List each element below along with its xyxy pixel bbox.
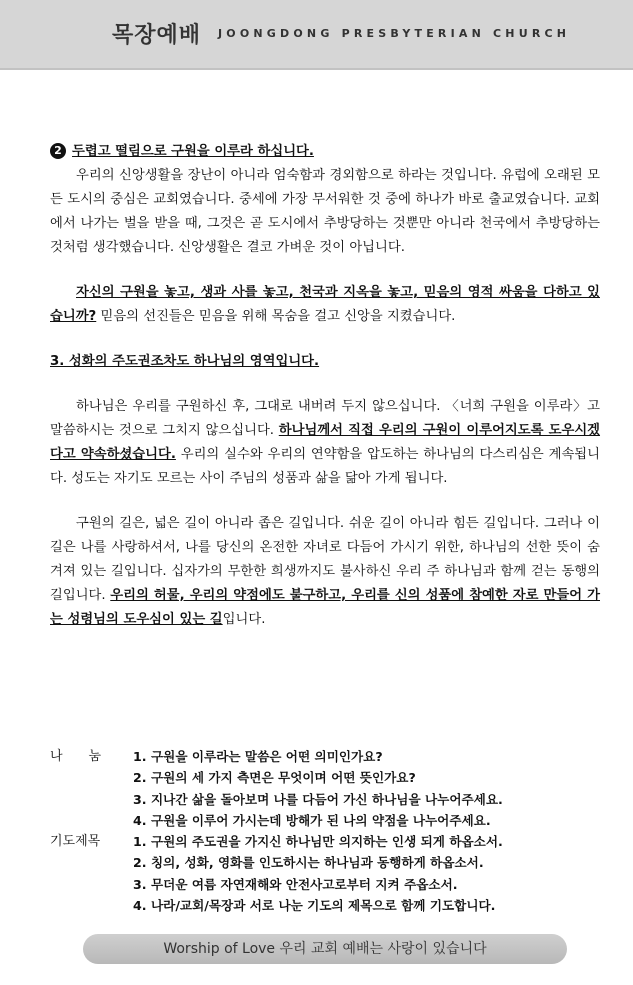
prayer-label: 기도제목 [50, 834, 101, 849]
section2-paragraph-1: 우리의 신앙생활을 장난이 아니라 엄숙함과 경외함으로 하라는 것입니다. 유럽에 오래된 모든 도시의 중심은 교회였습니다. 중세에 가장 무서워한 것 중에 하나가 바로 출교였습니다. 교회에서 나가는 벌을 받을 때, 그것은 곧 도시에서 추방당하는 것뿐만 아니라 천국에서 추방당하는 것처럼 생각했습니다. 신앙생활은 결코 가벼운 것이 아닙니다. [50, 168, 600, 255]
section3-paragraph-1 [50, 395, 600, 491]
section2-emphasis: 자신의 구원을 놓고, 생과 사를 놓고, 천국과 지옥을 놓고, 믿음의 영적 싸움을 다하고 있습니까? [50, 285, 600, 324]
section3-p1-text-b: 우리의 실수와 우리의 연약함을 압도하는 하나님의 다스리심은 계속됩니다. 성도는 자기도 모르는 사이 주님의 성품과 삶을 닮아 가게 됩니다. [50, 447, 600, 486]
list-item: 4. 나라/교회/목장과 서로 나눈 기도의 제목으로 함께 기도합니다. [133, 897, 496, 913]
section2-paragraph-2 [50, 281, 600, 329]
section3-title: 3. 성화의 주도권조차도 하나님의 영역입니다. [50, 354, 320, 369]
page-header [0, 0, 633, 70]
section3-p1-text-a: 하나님은 우리를 구원하신 후, 그대로 내버려 두지 않으십니다. 〈너희 구원을 이루라〉고 말씀하시는 것으로 그치지 않으십니다. [50, 399, 600, 438]
circled-number: 2 [50, 143, 66, 159]
list-item: 1. 구원을 이루라는 말씀은 어떤 의미인가요? [133, 749, 383, 764]
list-item: 4. 구원을 이루어 가시는데 방해가 된 나의 약점을 나누어주세요. [133, 812, 491, 828]
sharing-label: 나 눔 [50, 749, 102, 764]
section3-p2-text-b: 입니다. [222, 612, 266, 627]
section2-title-text: 두렵고 떨림으로 구원을 이루라 하십니다. [72, 144, 314, 159]
section3-p1-emphasis: 하나님께서 직접 우리의 구원이 이루어지도록 도우시겠다고 약속하셨습니다. [50, 423, 601, 462]
list-item: 2. 칭의, 성화, 영화를 인도하시는 하나님과 동행하게 하옵소서. [133, 855, 484, 871]
section2-title [50, 140, 600, 164]
list-item: 3. 지나간 삶을 돌아보며 나를 다듬어 가신 하나님을 나누어주세요. [133, 791, 503, 807]
list-item: 1. 구원의 주도권을 가지신 하나님만 의지하는 인생 되게 하옵소서. [133, 834, 503, 849]
list-item: 3. 무더운 여름 자연재해와 안전사고로부터 지켜 주옵소서. [133, 876, 458, 892]
main-content [50, 140, 600, 632]
header-title: 목장예배 [112, 23, 202, 48]
section3-p2-text-a: 구원의 길은, 넓은 길이 아니라 좁은 길입니다. 쉬운 길이 아니라 힘든 길입니다. 그러나 이 길은 나를 사랑하셔서, 나를 당신의 온전한 자녀로 다듬어 가시기 위한, 하나님의 선한 뜻이 숨겨져 있는 길입니다. 십자가의 무한한 희생까지도 불사하신 우리 주 하나님과 함께 걷는 동행의 길입니다. [50, 516, 600, 603]
section2-paragraph-2-rest: 믿음의 선진들은 믿음을 위해 목숨을 걸고 신앙을 지켰습니다. [96, 309, 456, 324]
section3-p2-emphasis: 우리의 허물, 우리의 약점에도 불구하고, 우리를 신의 성품에 참예한 자로 만들어 가는 성령님의 도우심이 있는 길 [50, 588, 600, 627]
header-subtitle: JOONGDONG PRESBYTERIAN CHURCH [218, 27, 571, 40]
footer-banner: Worship of Love 우리 교회 예배는 사랑이 있습니다 [83, 934, 567, 964]
section3-paragraph-2 [50, 512, 600, 632]
prayer-list [133, 831, 613, 916]
sharing-list [133, 746, 613, 831]
list-item: 2. 구원의 세 가지 측면은 무엇이며 어떤 뜻인가요? [133, 770, 416, 786]
